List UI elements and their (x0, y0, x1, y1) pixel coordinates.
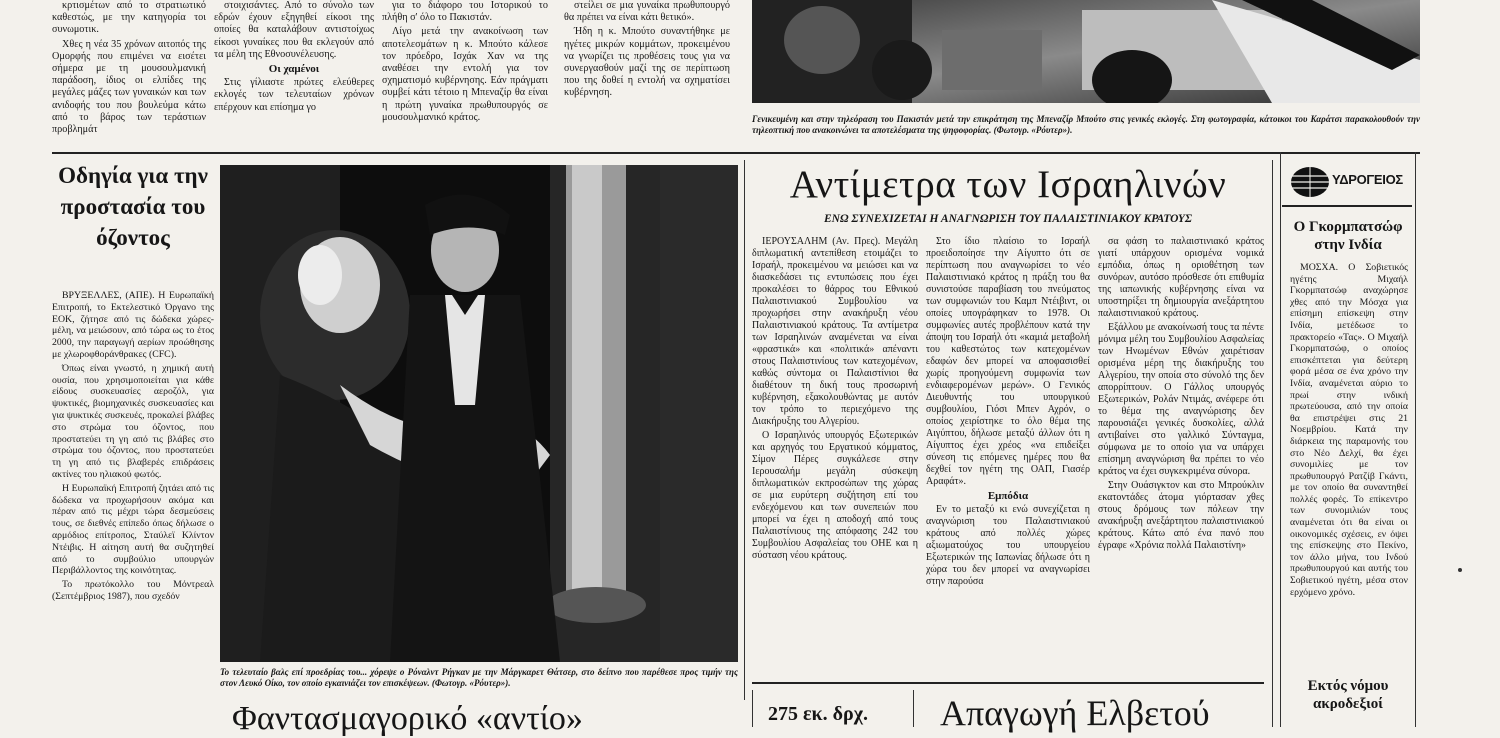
top-column-2 (214, 0, 374, 148)
israel-column-2 (926, 236, 1090, 676)
subhead: Οι χαμένοι (268, 63, 320, 76)
top-column-4 (564, 0, 730, 148)
price-headline: 275 εκ. δρχ. (768, 703, 868, 725)
top-column-1 (52, 0, 206, 148)
ozone-headline: Οδηγία για την προστασία του όζοντος (58, 163, 208, 250)
section-divider (52, 152, 1420, 154)
paragraph: σα φάση το παλαιστινιακό κράτος γιατί υπάρχουν ορισμένα νομικά εμπόδια, όπως η οριοθέτηση των συνόρων, αυτόσο πρόσθεσε ότι επιθυμία της ιαπωνικής κυβέρνησης είναι να υποστηρίξει τη δημιουργία ανεξάρτητου παλαιστινιακού κράτους. (1098, 236, 1264, 319)
column-divider (744, 160, 745, 700)
dance-photo (220, 165, 738, 662)
paragraph: Χθες η νέα 35 χρόνων αιτοπός της Ομορφής που επιμένει να εισέτει σήμερα με τη μουσουλμανική παράδοση, ίδιος οι ελπίδες της μεγάλες μάζες των γυναικών και των ανιδοφής του που βουλεύμα κάτω από το βάρος των τεράστιων προβλημάτ (52, 38, 206, 136)
paragraph: Εν το μεταξύ κι ενώ συνεχίζεται η αναγνώριση του Παλαιστινιακού κράτους από πολλές χώρες αξιωματούχος του υπουργείου Εξωτερικών της Ιαπωνίας δήλωσε ότι η χώρα του δεν μπορεί να αναγνωρίσει στην παρούσα (926, 504, 1090, 587)
ozone-article (52, 290, 214, 727)
paragraph: Λίγο μετά την ανακοίνωση των αποτελεσμάτων η κ. Μπούτο κάλεσε τον πρόεδρο, Ισχάκ Χαν να της αναθέσει την εντολή για τον σχηματισμό κυβέρνησης. Εάν πράγματι συμβεί κάτι τέτοιο η Μπεναζίρ θα είναι η πρώτη γυναίκα πρωθυπουργός σε μουσουλμανικό κράτος. (382, 26, 548, 123)
article-end-rule (752, 682, 1264, 684)
paragraph: Στις γίλιαστε πρώτες ελεύθερες εκλογές των τελευταίων χρόνων επέρχουν και επίσημα γο (214, 77, 374, 113)
paragraph: στείλει σε μια γυναίκα πρωθυπουργό θα πρέπει να είναι κάτι θετικό». (564, 0, 730, 24)
israel-column-3 (1098, 236, 1264, 676)
paragraph: Εξάλλου με ανακοίνωσή τους τα πέντε μόνιμα μέλη του Συμβουλίου Ασφαλείας των Ηνωμένων Εθνών χαιρέτισαν ορισμένα μέρη της διακήρυξης του Αλγερίου, την οποία στο σύνολό της δεν απορρίπτουν. Ο Γάλλος υπουργός Εξωτερικών, Ρολάν Ντιμάς, ανέφερε ότι το θέμα της αναγνώρισης δεν παρουσιάζει γενικές δυσκολίες, αλλά αντιβαίνει στο γαλλικό Σύνταγμα, σύμφωνα με το οποίο για να υπάρχει επίσημη αναγνώριση θα πρέπει το νέο κράτος να έχει συγκεκριμένα σύνορα. (1098, 322, 1264, 477)
dance-photo-caption: Το τελευταίο βαλς επί προεδρίας του... χόρεψε ο Ρόναλντ Ρήγκαν με την Μάργκαρετ Θάτσερ, στο δείπνο που παρέθεσε προς τιμήν της στον Λευκό Οίκο, τον οποίο εγκαινιάζει τον επισκέψεων. (Φωτογρ. «Ρόυτερ»). (220, 667, 738, 688)
margin-speck (1458, 568, 1462, 572)
bottom-left-headline: Φαντασμαγορικό «αντίο» (232, 700, 583, 737)
sidebar-logo-text: ΥΔΡΟΓΕΙΟΣ (1332, 172, 1403, 187)
subhead: Εμπόδια (987, 490, 1029, 502)
sidebar-logo (1290, 162, 1408, 202)
bottom-right-headline: Απαγωγή Ελβετού (940, 693, 1210, 733)
paragraph: ΙΕΡΟΥΣΑΛΗΜ (Αν. Πρες). Μεγάλη διπλωματική αντεπίθεση ετοιμάζει το Ισραήλ, προκειμένου να μειώσει και να διασκεδάσει τις εντυπώσεις που έχει προκαλέσει το θάρρος του Εθνικού Παλαιστινιακού Συμβουλίου να προχωρήσει στην ανακήρυξη νέου Παλαιστινιακού κράτους. Τα αντίμετρα των Ισραηλινών αναμένεται να είναι «φραστικά» και «πολιτικά» απέναντι στους Παλαιστινίους των κατεχομένων, καθώς σύντομα οι Παλαιστίνιοι θα διαθέτουν τη δική τους προσωρινή κυβέρνηση, εξακολουθώντας με αυτόν τον τρόπο το περιεχόμενο της Διακήρυξης του Αλγερίου. (752, 236, 918, 427)
tv-photo-caption: Γενικευμένη και στην τηλεόραση του Πακιστάν μετά την επικράτηση της Μπεναζίρ Μπούτο στις γενικές εκλογές. Στη φωτογραφία, κάτοικοι του Καράτσι παρακολουθούν την τηλεοπτική που ανακοινώνει τα αποτελέσματα της ψηφοφορίας. (Φωτογρ. «Ρόυτερ»). (752, 114, 1420, 135)
paragraph: Στο ίδιο πλαίσιο το Ισραήλ προειδοποίησε την Αίγυπτο ότι σε περίπτωση που αναγνωρίσει το νέο Παλαιστινιακό κράτος η πράξη του θα συνιστούσε παραβίαση του πνεύματος των συμφωνιών του Καμπ Ντέιβιντ, οι οποίες υπογράφηκαν το 1978. Οι συμφωνίες αυτές προβλέπουν κατά την άποψη του Ισραήλ ότι «καμιά μεταβολή του καθεστώτος των κατεχομένων εδαφών δεν μπορεί να αποφασισθεί χωρίς προηγούμενη συμφωνία των ενδιαφερομένων μερών». Ο Γενικός Διευθυντής του υπουργικού συμβουλίου, Γιόσι Μπεν Αχρόν, ο οποίος χειρίστηκε το όλο θέμα της Αιγύπτου, δήλωσε μεταξύ άλλων ότι η Αίγυπτος έχει χρέος «να επιδείξει σύνεση τις επόμενες ημέρες που θα δεχθεί τον ηγέτη της ΟΑΠ, Γιασέρ Αραφάτ». (926, 236, 1090, 487)
paragraph: ΜΟΣΧΑ. Ο Σοβιετικός ηγέτης Μιχαήλ Γκορμπατσώφ αναχώρησε χθες από την Μόσχα για επίσημη επίσκεψη στην Ινδία, μετέδωσε το πρακτορείο «Τας». Ο Μιχαήλ Γκορμπατσώφ, ο οποίος επισκέπτεται για δεύτερη φορά μέσα σε ένα χρόνο την Ινδία, αναμένεται αύριο το πρωί στην ινδική πρωτεύουσα, από την οποία θα επιστρέψει στις 21 Νοεμβρίου. Κατά την διάρκεια της παραμονής του στο Νέο Δελχί, θα έχει συνομιλίες με τον πρωθυπουργό Ρατζίβ Γκάντι, με τον οποίο θα συναντηθεί πολλές φορές. Το επίκεντρο των συνομιλιών τους αναμένεται ότι θα είναι οι οικονομικές σχέσεις, εν όψει της επίσκεψης στο Πεκίνο, τον άλλο μήνα, του Ινδού πρωθυπουργού και αυτής του Σοβιετικού ηγέτη, μέσα στον ερχόμενο χρόνο. (1290, 262, 1408, 598)
paragraph: Στην Ουάσιγκτον και στο Μπρούκλιν εκατοντάδες άτομα γιόρτασαν χθες στους δρόμους των πόλεων την ανακήρυξη ανεξάρτητου παλαιστινιακού κράτους. Κάτω από ένα πανό που έγραφε «Χρόνια πολλά Παλαιστίνη» (1098, 480, 1264, 551)
tv-photo-image (752, 0, 1420, 103)
sidebar-headline: Ο Γκορμπατσώφ στην Ινδία (1293, 219, 1403, 253)
israel-column-1 (752, 236, 918, 676)
israel-subheadline: ΕΝΩ ΣΥΝΕΧΙΖΕΤΑΙ Η ΑΝΑΓΝΩΡΙΣΗ ΤΟΥ ΠΑΛΑΙΣΤΙΝΙΑΚΟΥ ΚΡΑΤΟΥΣ (824, 213, 1192, 225)
paragraph: Το πρωτόκολλο του Μόντρεαλ (Σεπτέμβριος 1987), που σχεδόν (52, 579, 214, 602)
sidebar-article (1290, 262, 1408, 670)
paragraph: στοιχισάντες. Από το σύνολο των εδρών έχουν εξηγηθεί είκοσι της οποίες θα καταλάβουν αντιστοίχως είκοσι γυναίκες που θα εκλεγούν από τα μέλη της Εθνοσυνέλευσης. (214, 0, 374, 60)
paragraph: κρτισμέτων από το στρατιωτικό καθεστώς, με την κατηγορία τοι συνωμοτικ. (52, 0, 206, 36)
paragraph: Ήδη η κ. Μπούτο συναντήθηκε με ηγέτες μικρών κομμάτων, προκειμένου να γνωρίζει τις προθέσεις τους για να συνεργασθούν μαζί της σε περίπτωση που της δοθεί η εντολή να σχηματίσει κυβέρνηση. (564, 26, 730, 99)
paragraph: Ο Ισραηλινός υπουργός Εξωτερικών και αρχηγός του Εργατικού κόμματος, Σίμον Πέρες συγκάλεσε στην Ιερουσαλήμ μεγάλη σύσκεψη διπλωματικών εκπροσώπων της χώρας σε μια ευρύτερη συζήτηση επί του ενδεχόμενου και των συνεπειών που μπορεί να έχει η αποδοχή από τους Παλαιστίνιους της απόφασης 242 του Συμβουλίου Ασφαλείας του ΟΗΕ και η σύσταση νέου κράτους. (752, 430, 918, 561)
sidebar-rule (1282, 205, 1412, 207)
globe-icon (1290, 164, 1330, 200)
sidebar-bottom-headline: Εκτός νόμου ακροδεξιοί (1307, 678, 1389, 712)
tv-photo (752, 0, 1420, 103)
israel-headline: Αντίμετρα των Ισραηλινών (789, 163, 1227, 206)
column-divider (1272, 160, 1273, 727)
dance-photo-image (220, 165, 738, 662)
top-column-3 (382, 0, 548, 148)
paragraph: για το διάφορο του Ιστορικού το πλήθη σ' όλο το Πακιστάν. (382, 0, 548, 24)
paragraph: Όπως είναι γνωστό, η χημική αυτή ουσία, που χρησιμοποιείται για κάθε είδους συσκευασίες αεροζόλ, για ψυκτικές, βιομηχανικές συσκευασίες και για ψυκτικές συσκευές, προκαλεί βλάβες στο στρώμα του όζοντος, που προστατεύει τη γη από τις βλάβες στο στρώμα του όζοντος, που προστατεύει τη γη από τις βλαβερές επιδράσεις ακτίνες του ηλιακού φωτός. (52, 362, 214, 480)
paragraph: ΒΡΥΞΕΛΛΕΣ, (ΑΠΕ). Η Ευρωπαϊκή Επιτροπή, το Εκτελεστικό Όργανο της ΕΟΚ, ζήτησε από τις δώδεκα χώρες-μέλη, να μειώσουν, από τώρα ως το έτος 2000, την παραγωγή αερίων προώθησης με χλωροφθοράνθρακες (CFC). (52, 290, 214, 360)
paragraph: Η Ευρωπαϊκή Επιτροπή ζητάει από τις δώδεκα να προχωρήσουν ακόμα και πέραν από τις μέχρι τώρα δεσμεύσεις τους, σε διεθνές επίπεδο όπως δήλωσε ο αρμόδιος επίτροπος, Σταύλεϊ Κλίντον Ντέιβις. Η αίτηση αυτή θα συζητηθεί από το συμβούλιο υπουργών Περιβάλλοντος της κοινότητας. (52, 482, 214, 577)
